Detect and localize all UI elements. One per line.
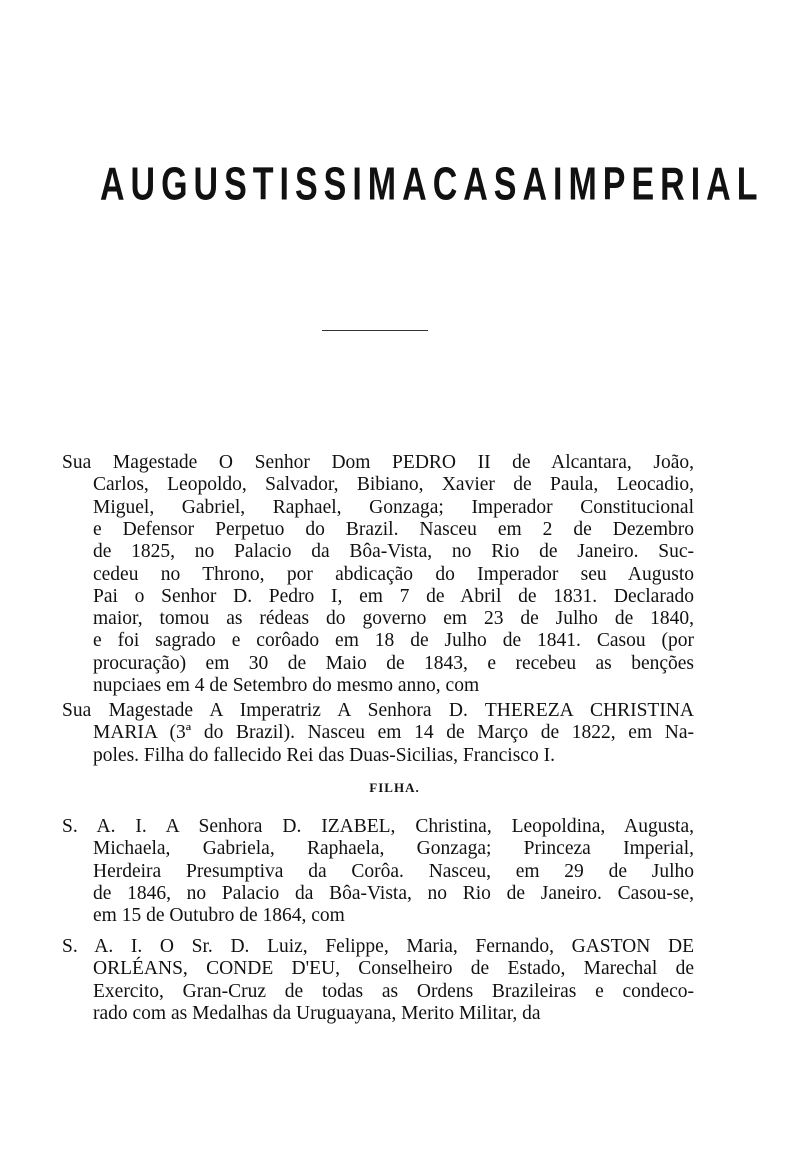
text-line: poles. Filha do fallecido Rei das Duas-Sicilias, Francisco I.: [93, 744, 555, 766]
text-line: Carlos, Leopoldo, Salvador, Bibiano, Xavier de Paula, Leocadio,: [93, 474, 694, 496]
text-line: S. A. I. A Senhora D. IZABEL, Christina, Leopoldina, Augusta,: [62, 816, 694, 837]
divider-rule: [322, 330, 428, 331]
page-title: [100, 158, 764, 210]
title-word: IMPERIAL: [553, 158, 764, 210]
text-line: Exercito, Gran-Cruz de todas as Ordens Brazileiras e condeco-: [93, 980, 694, 1002]
text-line: nupciaes em 4 de Setembro do mesmo anno, com: [93, 675, 480, 696]
text-line: cedeu no Throno, por abdicação do Imperador seu Augusto: [93, 563, 694, 585]
text-line: ORLÉANS, CONDE D'EU, Conselheiro de Estado, Marechal de: [93, 958, 694, 980]
text-line: Sua Magestade A Imperatriz A Senhora D. THEREZA CHRISTINA: [62, 700, 694, 721]
text-line: Sua Magestade O Senhor Dom PEDRO II de Alcantara, João,: [62, 452, 694, 473]
text-line: de 1825, no Palacio da Bôa-Vista, no Rio de Janeiro. Suc-: [93, 541, 694, 563]
text-line: em 15 de Outubro de 1864, com: [93, 905, 345, 927]
text-line: de 1846, no Palacio da Bôa-Vista, no Rio de Janeiro. Casou-se,: [93, 882, 694, 904]
section-heading: FILHA.: [369, 780, 420, 795]
text-line: Michaela, Gabriela, Raphaela, Gonzaga; Princeza Imperial,: [93, 838, 694, 860]
text-line: rado com as Medalhas da Uruguayana, Merito Militar, da: [93, 1002, 541, 1024]
title-word: CASA: [432, 158, 554, 210]
text-line: S. A. I. O Sr. D. Luiz, Felippe, Maria, Fernando, GASTON DE: [62, 936, 694, 957]
text-line: procuração) em 30 de Maio de 1843, e recebeu as benções: [93, 652, 694, 674]
title-word: AUGUSTISSIMA: [100, 158, 433, 210]
text-line: maior, tomou as rédeas do governo em 23 de Julho de 1840,: [93, 608, 694, 630]
text-line: Miguel, Gabriel, Raphael, Gonzaga; Imperador Constitucional: [93, 496, 694, 518]
text-line: Pai o Senhor D. Pedro I, em 7 de Abril de 1831. Declarado: [93, 585, 694, 607]
text-line: MARIA (3ª do Brazil). Nasceu em 14 de Março de 1822, em Na-: [93, 722, 694, 744]
text-line: e Defensor Perpetuo do Brazil. Nasceu em 2 de Dezembro: [93, 518, 694, 540]
text-line: e foi sagrado e corôado em 18 de Julho de 1841. Casou (por: [93, 630, 694, 652]
text-line: Herdeira Presumptiva da Corôa. Nasceu, em 29 de Julho: [93, 860, 694, 882]
